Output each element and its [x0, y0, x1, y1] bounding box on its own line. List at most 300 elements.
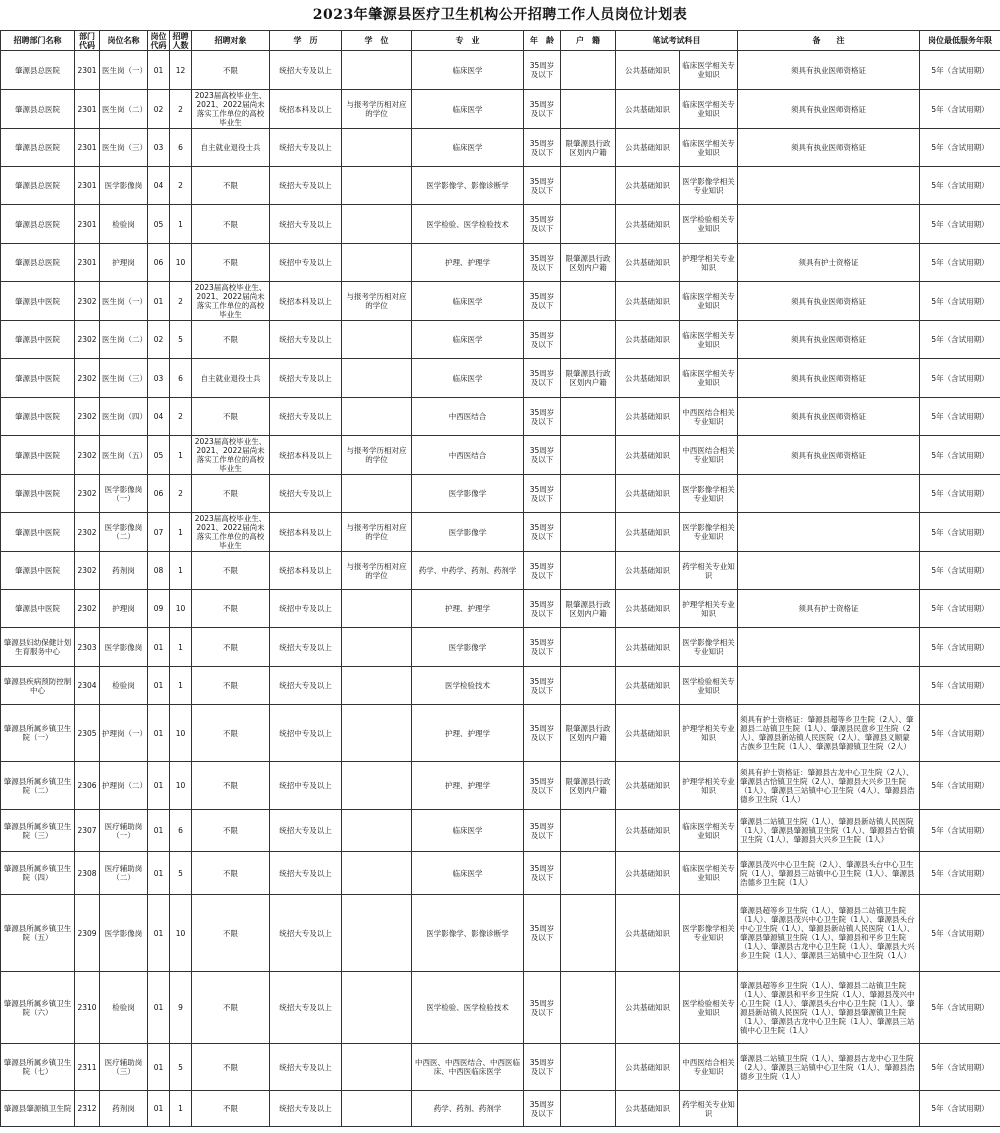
header-age: 年 龄: [524, 31, 561, 51]
cell-hukou: 限肇源县行政区划内户籍: [561, 590, 616, 628]
cell-major: 临床医学: [412, 51, 524, 90]
cell-major: 临床医学: [412, 852, 524, 895]
cell-notes: 肇源县超等乡卫生院（1人）、肇源县二站镇卫生院（1人）、肇源县和平乡卫生院（1人）、肇源县茂兴中心卫生院（1人）、肇源县头台中心卫生院（1人）、肇源县新站镇人民医院（1人）、肇源县肇源镇卫生院（1人）、肇源县古龙中心卫生院（1人）、肇源县三站镇中心卫生院（1人）: [738, 972, 920, 1044]
cell-count: 2: [170, 167, 192, 205]
cell-dept-name: 肇源县总医院: [1, 205, 75, 244]
cell-exam-professional: 医学检验相关专业知识: [680, 205, 738, 244]
cell-dept-name: 肇源县总医院: [1, 129, 75, 167]
cell-target: 不限: [192, 321, 270, 359]
cell-target: 自主就业退役士兵: [192, 359, 270, 398]
cell-degree: [342, 475, 412, 513]
cell-count: 12: [170, 51, 192, 90]
cell-count: 1: [170, 436, 192, 475]
cell-service-years: 5年（含试用期）: [920, 436, 1000, 475]
cell-dept-name: 肇源县总医院: [1, 167, 75, 205]
cell-post-code: 01: [148, 852, 170, 895]
cell-post-name: 检验岗: [100, 667, 148, 705]
cell-target: 2023届高校毕业生、2021、2022届尚未落实工作单位的高校毕业生: [192, 90, 270, 129]
cell-education: 统招中专及以上: [270, 705, 342, 762]
cell-exam-professional: 临床医学相关专业知识: [680, 51, 738, 90]
cell-hukou: [561, 552, 616, 590]
cell-target: 不限: [192, 552, 270, 590]
cell-exam-general: 公共基础知识: [616, 1044, 680, 1091]
cell-education: 统招中专及以上: [270, 762, 342, 810]
cell-count: 5: [170, 1044, 192, 1091]
cell-hukou: [561, 436, 616, 475]
cell-notes: 肇源县超等乡卫生院（1人）、肇源县二站镇卫生院（1人）、肇源县茂兴中心卫生院（1人）、肇源县头台中心卫生院（1人）、肇源县新站镇人民医院（1人）、肇源县肇源镇卫生院（1人）、肇源县和平乡卫生院（1人）、肇源县古龙中心卫生院（1人）、肇源县大兴乡卫生院（1人）、肇源县三站镇中心卫生院（1人）: [738, 895, 920, 972]
cell-major: 护理、护理学: [412, 705, 524, 762]
cell-exam-general: 公共基础知识: [616, 972, 680, 1044]
cell-exam-general: 公共基础知识: [616, 167, 680, 205]
cell-notes: 须具有执业医师资格证: [738, 51, 920, 90]
cell-service-years: 5年（含试用期）: [920, 1044, 1000, 1091]
cell-exam-professional: 医学影像学相关专业知识: [680, 167, 738, 205]
cell-notes: [738, 1091, 920, 1127]
cell-post-name: 医学影像岗: [100, 895, 148, 972]
cell-exam-general: 公共基础知识: [616, 628, 680, 667]
cell-exam-general: 公共基础知识: [616, 129, 680, 167]
table-row: [1, 51, 1000, 90]
header-education: 学 历: [270, 31, 342, 51]
cell-education: 统招中专及以上: [270, 590, 342, 628]
cell-degree: [342, 321, 412, 359]
header-post-name: 岗位名称: [100, 31, 148, 51]
cell-post-name: 医生岗（五）: [100, 436, 148, 475]
cell-exam-general: 公共基础知识: [616, 762, 680, 810]
cell-dept-name: 肇源县总医院: [1, 244, 75, 282]
cell-notes: [738, 513, 920, 552]
cell-hukou: [561, 398, 616, 436]
cell-degree: 与报考学历相对应的学位: [342, 90, 412, 129]
cell-education: 统招大专及以上: [270, 628, 342, 667]
cell-exam-professional: 中西医结合相关专业知识: [680, 1044, 738, 1091]
cell-education: 统招大专及以上: [270, 810, 342, 852]
cell-hukou: [561, 475, 616, 513]
cell-dept-name: 肇源县所属乡镇卫生院（四）: [1, 852, 75, 895]
cell-post-name: 护理岗（一）: [100, 705, 148, 762]
cell-post-code: 01: [148, 705, 170, 762]
cell-count: 1: [170, 513, 192, 552]
cell-education: 统招大专及以上: [270, 359, 342, 398]
cell-notes: 须具有执业医师资格证: [738, 90, 920, 129]
cell-exam-professional: 医学检验相关专业知识: [680, 667, 738, 705]
cell-post-name: 医学影像岗（一）: [100, 475, 148, 513]
cell-major: 医学影像学: [412, 513, 524, 552]
cell-degree: [342, 895, 412, 972]
cell-major: 医学检验技术: [412, 667, 524, 705]
cell-notes: 须具有执业医师资格证: [738, 321, 920, 359]
cell-dept-name: 肇源县中医院: [1, 321, 75, 359]
cell-degree: [342, 167, 412, 205]
cell-service-years: 5年（含试用期）: [920, 810, 1000, 852]
cell-exam-general: 公共基础知识: [616, 513, 680, 552]
cell-hukou: [561, 895, 616, 972]
cell-dept-code: 2307: [75, 810, 100, 852]
cell-post-code: 01: [148, 282, 170, 321]
cell-dept-name: 肇源县中医院: [1, 513, 75, 552]
cell-service-years: 5年（含试用期）: [920, 359, 1000, 398]
cell-service-years: 5年（含试用期）: [920, 667, 1000, 705]
cell-post-name: 医疗辅助岗（一）: [100, 810, 148, 852]
cell-major: 临床医学: [412, 810, 524, 852]
cell-post-name: 医生岗（二）: [100, 90, 148, 129]
cell-count: 10: [170, 244, 192, 282]
cell-exam-general: 公共基础知识: [616, 667, 680, 705]
cell-count: 2: [170, 398, 192, 436]
table-row: [1, 475, 1000, 513]
cell-education: 统招本科及以上: [270, 282, 342, 321]
cell-dept-name: 肇源县中医院: [1, 475, 75, 513]
cell-hukou: [561, 852, 616, 895]
cell-notes: 须具有护士资格证: [738, 590, 920, 628]
cell-exam-professional: 临床医学相关专业知识: [680, 810, 738, 852]
cell-dept-code: 2302: [75, 321, 100, 359]
cell-dept-code: 2302: [75, 475, 100, 513]
cell-service-years: 5年（含试用期）: [920, 552, 1000, 590]
cell-degree: [342, 852, 412, 895]
cell-post-name: 护理岗: [100, 590, 148, 628]
cell-exam-general: 公共基础知识: [616, 359, 680, 398]
table-row: [1, 167, 1000, 205]
cell-major: 临床医学: [412, 321, 524, 359]
cell-target: 不限: [192, 398, 270, 436]
cell-major: 护理、护理学: [412, 762, 524, 810]
cell-notes: [738, 205, 920, 244]
cell-dept-code: 2302: [75, 436, 100, 475]
cell-dept-name: 肇源县所属乡镇卫生院（七）: [1, 1044, 75, 1091]
cell-post-code: 01: [148, 1044, 170, 1091]
cell-exam-professional: 药学相关专业知识: [680, 552, 738, 590]
cell-degree: [342, 705, 412, 762]
cell-exam-general: 公共基础知识: [616, 895, 680, 972]
header-dept-name: 招聘部门名称: [1, 31, 75, 51]
cell-dept-code: 2306: [75, 762, 100, 810]
cell-post-name: 医学影像岗: [100, 167, 148, 205]
cell-dept-code: 2301: [75, 90, 100, 129]
cell-dept-name: 肇源县所属乡镇卫生院（六）: [1, 972, 75, 1044]
cell-target: 不限: [192, 51, 270, 90]
table-row: [1, 810, 1000, 852]
cell-post-name: 医学影像岗（二）: [100, 513, 148, 552]
cell-degree: [342, 1044, 412, 1091]
cell-major: 医学影像学、影像诊断学: [412, 167, 524, 205]
table-row: [1, 205, 1000, 244]
cell-major: 中西医结合: [412, 398, 524, 436]
cell-post-code: 01: [148, 51, 170, 90]
cell-target: 不限: [192, 244, 270, 282]
cell-exam-professional: 临床医学相关专业知识: [680, 359, 738, 398]
cell-dept-code: 2301: [75, 51, 100, 90]
cell-education: 统招大专及以上: [270, 167, 342, 205]
cell-dept-name: 肇源县所属乡镇卫生院（五）: [1, 895, 75, 972]
cell-service-years: 5年（含试用期）: [920, 628, 1000, 667]
table-row: [1, 1091, 1000, 1127]
page-title: 2023年肇源县医疗卫生机构公开招聘工作人员岗位计划表: [312, 7, 688, 23]
cell-age: 35周岁及以下: [524, 398, 561, 436]
cell-notes: [738, 628, 920, 667]
cell-dept-code: 2308: [75, 852, 100, 895]
cell-exam-professional: 护理学相关专业知识: [680, 762, 738, 810]
cell-exam-professional: 临床医学相关专业知识: [680, 90, 738, 129]
cell-exam-general: 公共基础知识: [616, 552, 680, 590]
cell-age: 35周岁及以下: [524, 852, 561, 895]
cell-major: 护理、护理学: [412, 244, 524, 282]
cell-education: 统招本科及以上: [270, 513, 342, 552]
cell-education: 统招大专及以上: [270, 321, 342, 359]
cell-age: 35周岁及以下: [524, 590, 561, 628]
header-service-years: 岗位最低服务年限: [920, 31, 1000, 51]
cell-target: 不限: [192, 667, 270, 705]
cell-hukou: 限肇源县行政区划内户籍: [561, 359, 616, 398]
cell-exam-general: 公共基础知识: [616, 810, 680, 852]
cell-post-code: 01: [148, 762, 170, 810]
cell-dept-code: 2301: [75, 244, 100, 282]
cell-age: 35周岁及以下: [524, 810, 561, 852]
cell-dept-name: 肇源县总医院: [1, 51, 75, 90]
cell-notes: [738, 167, 920, 205]
cell-dept-name: 肇源县所属乡镇卫生院（三）: [1, 810, 75, 852]
cell-count: 1: [170, 552, 192, 590]
cell-service-years: 5年（含试用期）: [920, 282, 1000, 321]
cell-education: 统招大专及以上: [270, 667, 342, 705]
cell-count: 1: [170, 205, 192, 244]
cell-age: 35周岁及以下: [524, 51, 561, 90]
cell-count: 10: [170, 762, 192, 810]
cell-target: 不限: [192, 590, 270, 628]
cell-major: 医学影像学: [412, 628, 524, 667]
cell-degree: 与报考学历相对应的学位: [342, 436, 412, 475]
cell-dept-name: 肇源县所属乡镇卫生院（二）: [1, 762, 75, 810]
cell-exam-general: 公共基础知识: [616, 436, 680, 475]
cell-hukou: [561, 810, 616, 852]
cell-post-name: 检验岗: [100, 972, 148, 1044]
cell-degree: [342, 972, 412, 1044]
cell-dept-name: 肇源县中医院: [1, 398, 75, 436]
cell-dept-name: 肇源县中医院: [1, 590, 75, 628]
cell-dept-code: 2301: [75, 167, 100, 205]
cell-exam-general: 公共基础知识: [616, 705, 680, 762]
cell-dept-name: 肇源县中医院: [1, 552, 75, 590]
table-row: [1, 321, 1000, 359]
cell-age: 35周岁及以下: [524, 436, 561, 475]
cell-service-years: 5年（含试用期）: [920, 513, 1000, 552]
cell-age: 35周岁及以下: [524, 90, 561, 129]
cell-education: 统招大专及以上: [270, 129, 342, 167]
cell-count: 1: [170, 667, 192, 705]
cell-exam-professional: 临床医学相关专业知识: [680, 321, 738, 359]
cell-exam-professional: 药学相关专业知识: [680, 1091, 738, 1127]
cell-age: 35周岁及以下: [524, 705, 561, 762]
cell-degree: [342, 667, 412, 705]
cell-exam-general: 公共基础知识: [616, 321, 680, 359]
cell-age: 35周岁及以下: [524, 205, 561, 244]
cell-post-name: 医生岗（四）: [100, 398, 148, 436]
cell-hukou: [561, 667, 616, 705]
cell-service-years: 5年（含试用期）: [920, 205, 1000, 244]
cell-notes: 肇源县二站镇卫生院（1人）、肇源县新站镇人民医院（1人）、肇源县肇源镇卫生院（1人）、肇源县古恰镇卫生院（1人）、肇源县大兴乡卫生院（1人）: [738, 810, 920, 852]
cell-degree: [342, 628, 412, 667]
cell-service-years: 5年（含试用期）: [920, 321, 1000, 359]
cell-hukou: 限肇源县行政区划内户籍: [561, 705, 616, 762]
cell-post-code: 06: [148, 244, 170, 282]
cell-age: 35周岁及以下: [524, 359, 561, 398]
cell-notes: 须具有护士资格证: [738, 244, 920, 282]
cell-hukou: [561, 513, 616, 552]
cell-major: 护理、护理学: [412, 590, 524, 628]
cell-exam-general: 公共基础知识: [616, 51, 680, 90]
cell-dept-code: 2301: [75, 205, 100, 244]
cell-dept-code: 2309: [75, 895, 100, 972]
cell-service-years: 5年（含试用期）: [920, 90, 1000, 129]
cell-exam-professional: 医学影像学相关专业知识: [680, 513, 738, 552]
cell-hukou: [561, 167, 616, 205]
cell-notes: 须具有执业医师资格证: [738, 436, 920, 475]
cell-post-name: 医生岗（一）: [100, 282, 148, 321]
cell-target: 不限: [192, 895, 270, 972]
recruitment-table: [0, 30, 1000, 1127]
cell-dept-name: 肇源县肇源镇卫生院: [1, 1091, 75, 1127]
cell-post-code: 06: [148, 475, 170, 513]
cell-count: 1: [170, 628, 192, 667]
cell-count: 1: [170, 1091, 192, 1127]
cell-notes: 须具有执业医师资格证: [738, 398, 920, 436]
cell-major: 医学影像学、影像诊断学: [412, 895, 524, 972]
cell-age: 35周岁及以下: [524, 282, 561, 321]
cell-major: 医学检验、医学检验技术: [412, 972, 524, 1044]
cell-education: 统招本科及以上: [270, 436, 342, 475]
cell-dept-name: 肇源县中医院: [1, 359, 75, 398]
cell-education: 统招大专及以上: [270, 895, 342, 972]
cell-major: 药学、药剂、药剂学: [412, 1091, 524, 1127]
table-row: [1, 359, 1000, 398]
table-row: [1, 513, 1000, 552]
cell-post-code: 01: [148, 972, 170, 1044]
cell-target: 不限: [192, 1091, 270, 1127]
cell-dept-code: 2302: [75, 513, 100, 552]
cell-post-code: 05: [148, 436, 170, 475]
cell-count: 10: [170, 705, 192, 762]
cell-education: 统招大专及以上: [270, 475, 342, 513]
cell-notes: 须具有执业医师资格证: [738, 282, 920, 321]
cell-count: 6: [170, 810, 192, 852]
cell-post-code: 02: [148, 90, 170, 129]
cell-degree: [342, 205, 412, 244]
cell-count: 9: [170, 972, 192, 1044]
cell-target: 不限: [192, 810, 270, 852]
cell-post-code: 09: [148, 590, 170, 628]
cell-service-years: 5年（含试用期）: [920, 852, 1000, 895]
cell-exam-professional: 医学检验相关专业知识: [680, 972, 738, 1044]
cell-dept-name: 肇源县妇幼保健计划生育服务中心: [1, 628, 75, 667]
cell-dept-code: 2302: [75, 359, 100, 398]
cell-post-name: 医生岗（三）: [100, 129, 148, 167]
table-row: [1, 282, 1000, 321]
cell-dept-code: 2312: [75, 1091, 100, 1127]
cell-degree: [342, 398, 412, 436]
cell-service-years: 5年（含试用期）: [920, 762, 1000, 810]
header-post-code: 岗位代码: [148, 31, 170, 51]
cell-service-years: 5年（含试用期）: [920, 398, 1000, 436]
cell-education: 统招大专及以上: [270, 51, 342, 90]
cell-count: 2: [170, 475, 192, 513]
cell-exam-professional: 医学影像学相关专业知识: [680, 895, 738, 972]
cell-major: 药学、中药学、药剂、药剂学: [412, 552, 524, 590]
header-dept-code: 部门代码: [75, 31, 100, 51]
cell-age: 35周岁及以下: [524, 628, 561, 667]
cell-education: 统招大专及以上: [270, 205, 342, 244]
cell-age: 35周岁及以下: [524, 129, 561, 167]
cell-exam-professional: 护理学相关专业知识: [680, 705, 738, 762]
cell-dept-code: 2303: [75, 628, 100, 667]
cell-degree: [342, 51, 412, 90]
cell-education: 统招中专及以上: [270, 244, 342, 282]
cell-count: 10: [170, 590, 192, 628]
cell-dept-code: 2304: [75, 667, 100, 705]
cell-notes: [738, 552, 920, 590]
cell-exam-general: 公共基础知识: [616, 205, 680, 244]
cell-major: 医学影像学: [412, 475, 524, 513]
header-count: 招聘人数: [170, 31, 192, 51]
cell-count: 5: [170, 852, 192, 895]
cell-degree: [342, 590, 412, 628]
cell-age: 35周岁及以下: [524, 475, 561, 513]
cell-dept-name: 肇源县总医院: [1, 90, 75, 129]
cell-post-name: 护理岗（二）: [100, 762, 148, 810]
cell-age: 35周岁及以下: [524, 1091, 561, 1127]
cell-exam-professional: 医学影像学相关专业知识: [680, 475, 738, 513]
cell-education: 统招大专及以上: [270, 1091, 342, 1127]
cell-service-years: 5年（含试用期）: [920, 972, 1000, 1044]
cell-post-code: 07: [148, 513, 170, 552]
cell-post-name: 药剂岗: [100, 552, 148, 590]
cell-target: 不限: [192, 762, 270, 810]
cell-post-name: 医疗辅助岗（二）: [100, 852, 148, 895]
cell-dept-code: 2311: [75, 1044, 100, 1091]
cell-count: 5: [170, 321, 192, 359]
cell-dept-code: 2301: [75, 129, 100, 167]
cell-count: 2: [170, 90, 192, 129]
cell-dept-code: 2302: [75, 552, 100, 590]
cell-service-years: 5年（含试用期）: [920, 129, 1000, 167]
cell-hukou: [561, 51, 616, 90]
table-row: [1, 244, 1000, 282]
cell-hukou: [561, 628, 616, 667]
cell-dept-name: 肇源县中医院: [1, 436, 75, 475]
cell-dept-code: 2302: [75, 282, 100, 321]
cell-hukou: 限肇源县行政区划内户籍: [561, 244, 616, 282]
cell-age: 35周岁及以下: [524, 513, 561, 552]
cell-count: 10: [170, 895, 192, 972]
cell-hukou: 限肇源县行政区划内户籍: [561, 762, 616, 810]
cell-target: 不限: [192, 1044, 270, 1091]
table-row: [1, 398, 1000, 436]
cell-hukou: [561, 282, 616, 321]
cell-exam-general: 公共基础知识: [616, 244, 680, 282]
cell-exam-general: 公共基础知识: [616, 852, 680, 895]
cell-notes: 肇源县二站镇卫生院（1人）、肇源县古龙中心卫生院（2人）、肇源县三站镇中心卫生院（1人）、肇源县浩德乡卫生院（1人）: [738, 1044, 920, 1091]
cell-post-name: 医疗辅助岗（三）: [100, 1044, 148, 1091]
cell-service-years: 5年（含试用期）: [920, 167, 1000, 205]
header-target: 招聘对象: [192, 31, 270, 51]
cell-major: 临床医学: [412, 129, 524, 167]
cell-post-code: 01: [148, 628, 170, 667]
cell-service-years: 5年（含试用期）: [920, 1091, 1000, 1127]
cell-exam-general: 公共基础知识: [616, 90, 680, 129]
cell-count: 2: [170, 282, 192, 321]
cell-notes: 须具有执业医师资格证: [738, 129, 920, 167]
cell-education: 统招大专及以上: [270, 972, 342, 1044]
header-exam-subjects: 笔试考试科目: [616, 31, 738, 51]
